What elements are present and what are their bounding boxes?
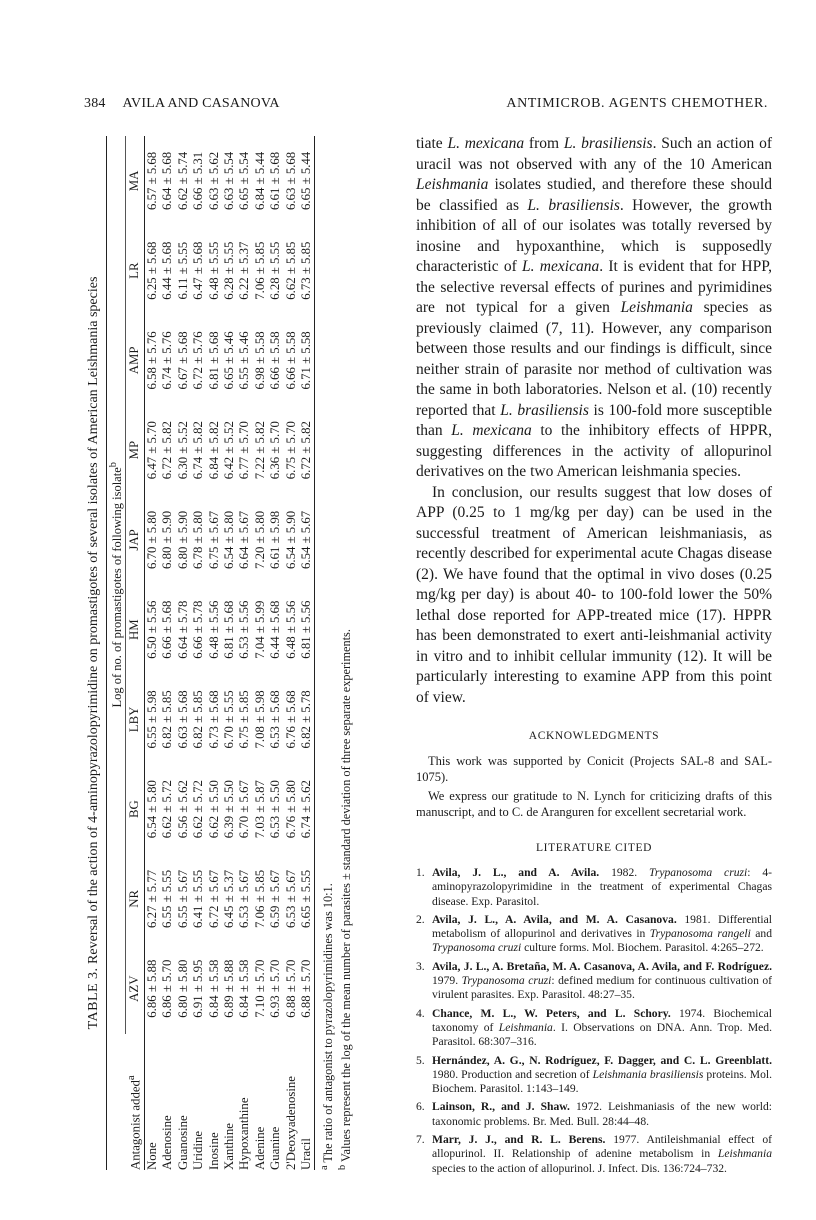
table-cell: 6.54 ± 5.67 (299, 495, 315, 585)
table-cell: 6.88 ± 5.70 (299, 944, 315, 1034)
reference-text: Hernández, A. G., N. Rodríguez, F. Dagger, and C. L. Greenblatt. 1980. Production and secretion of Leishmania brasiliensis proteins. Mol. Biochem. Parasitol. 1:143–149. (432, 1053, 772, 1096)
table-row (237, 136, 252, 1170)
table-cell: 6.80 ± 5.80 (175, 959, 190, 1018)
table-cell: 6.54 ± 5.80 (144, 780, 159, 839)
table-cell: 6.45 ± 5.37 (221, 869, 236, 929)
table-row (222, 136, 237, 1170)
table-cell: 6.44 ± 5.68 (268, 600, 283, 659)
table-cell: 6.66 ± 5.31 (191, 151, 206, 210)
table-row (176, 136, 191, 1170)
acknowledgments-p2: We express our gratitude to N. Lynch for criticizing drafts of this manuscript, and to C. de Aranguren for excellent secretarial work. (416, 789, 772, 819)
table-cell: 6.58 ± 5.76 (144, 331, 159, 390)
table-cell: 6.74 ± 5.82 (191, 421, 206, 480)
table-cell: 6.74 ± 5.62 (299, 764, 315, 854)
table-cell: 6.54 ± 5.80 (221, 510, 236, 570)
references-list (416, 866, 772, 1176)
table-cell: 6.86 ± 5.88 (144, 959, 159, 1018)
table-cell: 6.62 ± 5.72 (160, 780, 175, 839)
table-row (160, 136, 175, 1170)
footnote-a: $^a$ The ratio of antagonist to pyrazolopyrimidines was 10:1. (319, 883, 336, 1170)
table-cell: 6.91 ± 5.95 (191, 959, 206, 1018)
reference-number: 3. (416, 959, 425, 973)
row-antagonist-name: Adenine (252, 1126, 267, 1170)
column-header-hm: HM (126, 585, 145, 675)
table-cell: 6.47 ± 5.70 (144, 421, 159, 480)
row-antagonist-name: Adenosine (160, 1115, 175, 1170)
column-header-row (126, 136, 145, 1170)
table-cell: 6.22 ± 5.37 (237, 241, 252, 300)
footnote-a-ref: a (125, 1075, 137, 1081)
table-cell: 6.63 ± 5.62 (206, 151, 221, 210)
table-row (268, 136, 283, 1170)
body-text (416, 134, 772, 708)
column-group-header: Log of no. of promastigotes of following isolate$^b$ (107, 136, 126, 1034)
row-antagonist-name: 2'Deoxyadenosine (283, 1076, 298, 1170)
table-cell: 7.03 ± 5.87 (252, 780, 267, 839)
running-header-journal: ANTIMICROB. AGENTS CHEMOTHER. (506, 96, 768, 111)
table-cell: 6.89 ± 5.88 (221, 959, 236, 1018)
column-header-azv: AZV (126, 944, 145, 1034)
table-cell: 6.62 ± 5.74 (175, 151, 190, 210)
table-cell: 6.65 ± 5.54 (237, 151, 252, 210)
table-cell: 6.66 ± 5.68 (160, 600, 175, 659)
table-cell: 6.81 ± 5.68 (221, 600, 236, 659)
table-cell: 6.27 ± 5.77 (144, 869, 159, 929)
table-3-rotated (84, 136, 384, 1170)
table-cell: 6.73 ± 5.68 (206, 690, 221, 749)
table-footnotes (318, 136, 353, 1170)
table-cell: 6.44 ± 5.68 (160, 241, 175, 300)
table-cell: 6.84 ± 5.58 (237, 959, 252, 1018)
table-cell: 6.74 ± 5.76 (160, 331, 175, 390)
reference-item (416, 1100, 772, 1129)
table-cell: 6.66 ± 5.58 (283, 331, 298, 390)
table-cell: 6.55 ± 5.55 (160, 869, 175, 929)
table-caption (86, 136, 102, 1170)
table-cell: 6.48 ± 5.56 (283, 600, 298, 659)
table-cell: 6.55 ± 5.67 (175, 869, 190, 929)
table-row (284, 136, 299, 1170)
stub-header: Antagonist added$^a$ (126, 1034, 145, 1170)
acknowledgments-text (416, 754, 772, 820)
table-cell: 6.63 ± 5.68 (175, 690, 190, 749)
column-header-mp: MP (126, 405, 145, 495)
table-row (253, 136, 268, 1170)
acknowledgments-p1: This work was supported by Conicit (Projects SAL-8 and SAL-1075). (416, 754, 772, 784)
table-title: Reversal of the action of 4-aminopyrazolopyrimidine on promastigotes of several isolates of American Leishmania species (86, 276, 101, 964)
table-cell: 6.28 ± 5.55 (221, 241, 236, 300)
table-cell: 6.86 ± 5.70 (160, 959, 175, 1018)
reference-item (416, 960, 772, 1003)
reference-text: Chance, M. L., W. Peters, and L. Schory. 1974. Biochemical taxonomy of Leishmania. I. Observations on DNA. Ann. Trop. Med. Parasitol. 68:307–316. (432, 1006, 772, 1049)
table-cell: 6.64 ± 5.78 (175, 600, 190, 659)
table-cell: 6.70 ± 5.80 (144, 510, 159, 570)
table-cell: 6.48 ± 5.56 (206, 600, 221, 659)
acknowledgments-heading: ACKNOWLEDGMENTS (528, 730, 660, 742)
table-cell: 7.08 ± 5.98 (252, 690, 267, 749)
table-cell: 6.75 ± 5.67 (206, 510, 221, 570)
table-cell: 6.65 ± 5.44 (299, 136, 315, 226)
table-cell: 6.88 ± 5.70 (283, 959, 298, 1018)
table-cell: 6.77 ± 5.70 (237, 421, 252, 480)
table-cell: 6.53 ± 5.67 (283, 869, 298, 929)
table-cell: 6.53 ± 5.67 (237, 869, 252, 929)
table-cell: 7.22 ± 5.82 (252, 421, 267, 480)
table-cell: 6.62 ± 5.85 (283, 241, 298, 300)
table-cell: 7.10 ± 5.70 (252, 959, 267, 1018)
column-header-lr: LR (126, 226, 145, 316)
table-cell: 6.28 ± 5.55 (268, 241, 283, 300)
table-cell: 6.82 ± 5.85 (191, 690, 206, 749)
footnote-b-ref: b (108, 462, 119, 468)
table-cell: 6.84 ± 5.82 (206, 421, 221, 480)
table-cell: 6.76 ± 5.68 (283, 690, 298, 749)
reference-number: 6. (416, 1100, 425, 1114)
reference-number: 5. (416, 1053, 425, 1067)
table-cell: 6.55 ± 5.98 (144, 690, 159, 749)
running-header-left (84, 96, 280, 112)
table-row (299, 136, 315, 1170)
table-cell: 6.11 ± 5.55 (175, 241, 190, 300)
table-cell: 6.98 ± 5.58 (252, 331, 267, 390)
reference-text: Avila, J. L., and A. Avila. 1982. Trypanosoma cruzi: 4-aminopyrazolopyrimidine in the treatment of experimental Chagas disease. Exp. Parasitol. (432, 866, 773, 908)
row-antagonist-name: None (144, 1142, 159, 1170)
footnote-b: $^b$ Values represent the log of the mean number of parasites ± standard deviation of three separate experiments. (337, 629, 354, 1170)
table-row (207, 136, 222, 1170)
column-header-bg: BG (126, 764, 145, 854)
table-cell: 6.53 ± 5.68 (268, 690, 283, 749)
table-cell: 6.57 ± 5.68 (144, 151, 159, 210)
table-cell: 6.53 ± 5.50 (268, 780, 283, 839)
table-label: TABLE 3. (86, 967, 101, 1030)
table-3-container (84, 136, 384, 1170)
table-cell: 6.73 ± 5.85 (299, 226, 315, 316)
table-cell: 6.59 ± 5.67 (268, 869, 283, 929)
table-cell: 6.67 ± 5.68 (175, 331, 190, 390)
table-cell: 6.70 ± 5.67 (237, 780, 252, 839)
table-cell: 6.41 ± 5.55 (191, 869, 206, 929)
table-cell: 6.66 ± 5.78 (191, 600, 206, 659)
table-cell: 7.06 ± 5.85 (252, 241, 267, 300)
table-cell: 6.82 ± 5.85 (160, 690, 175, 749)
table-cell: 6.61 ± 5.98 (268, 510, 283, 570)
table-cell: 6.61 ± 5.68 (268, 151, 283, 210)
table-cell: 6.84 ± 5.44 (252, 151, 267, 210)
row-antagonist-name: Hypoxanthine (237, 1097, 252, 1170)
row-antagonist-name: Inosine (206, 1132, 221, 1170)
table-cell: 6.75 ± 5.70 (283, 421, 298, 480)
table-cell: 7.20 ± 5.80 (252, 510, 267, 570)
table-cell: 6.36 ± 5.70 (268, 421, 283, 480)
reference-text: Avila, J. L., A. Bretaña, M. A. Casanova, A. Avila, and F. Rodríguez. 1979. Trypanosoma cruzi: defined medium for continuous cultivation of virulent parasites. Exp. Parasitol. 48:27–35. (432, 959, 773, 1002)
row-antagonist-name: Xanthine (221, 1123, 236, 1170)
table-cell: 6.64 ± 5.67 (237, 510, 252, 570)
table-cell: 7.06 ± 5.85 (252, 869, 267, 929)
paragraph-2: In conclusion, our results suggest that low doses of APP (0.25 to 1 mg/kg per day) can be used in the successful treatment of American leishmaniasis, as recently described for experimental acute Chagas disease (2). We have found that the optimal in vivo doses (0.25 mg/kg per day) is about 40- to 100-fold lower the 50% lethal dose reported for APP-treated mice (17). HPPR has been demonstrated to exert anti-leishmanial activity in vitro and to inhibit cellular immunity (12). It will be particularly interesting to examine APP from this point of view. (416, 483, 772, 706)
row-antagonist-name: Guanosine (175, 1115, 190, 1170)
table-cell: 6.39 ± 5.50 (221, 780, 236, 839)
reference-item (416, 1133, 772, 1176)
reference-number: 2. (416, 912, 425, 926)
table-cell: 6.48 ± 5.55 (206, 241, 221, 300)
table-cell: 6.72 ± 5.82 (160, 421, 175, 480)
reference-text: Marr, J. J., and R. L. Berens. 1977. Antileishmanial effect of allopurinol. II. Relationship of adenine metabolism in Leishmania species to the action of allopurinol. J. Infect. Dis. 136:724–732. (432, 1133, 772, 1175)
table-cell: 6.84 ± 5.58 (206, 959, 221, 1018)
reference-item (416, 1007, 772, 1050)
table-cell: 6.78 ± 5.80 (191, 510, 206, 570)
table-cell: 6.80 ± 5.90 (160, 510, 175, 570)
table-cell: 6.54 ± 5.90 (283, 510, 298, 570)
table-cell: 6.93 ± 5.70 (268, 959, 283, 1018)
table-cell: 6.75 ± 5.85 (237, 690, 252, 749)
column-header-lby: LBY (126, 675, 145, 765)
table-cell: 6.72 ± 5.67 (206, 869, 221, 929)
table-cell: 6.30 ± 5.52 (175, 421, 190, 480)
table-cell: 6.62 ± 5.50 (206, 780, 221, 839)
reference-item (416, 866, 772, 909)
reference-item (416, 913, 772, 956)
data-table (106, 136, 315, 1170)
table-cell: 6.66 ± 5.58 (268, 331, 283, 390)
table-cell: 6.53 ± 5.56 (237, 600, 252, 659)
table-cell: 6.72 ± 5.76 (191, 331, 206, 390)
table-cell: 6.80 ± 5.90 (175, 510, 190, 570)
table-row (191, 136, 206, 1170)
table-cell: 6.72 ± 5.82 (299, 405, 315, 495)
page-number: 384 (84, 96, 106, 111)
table-cell: 6.63 ± 5.54 (221, 151, 236, 210)
running-header-authors: AVILA AND CASANOVA (122, 96, 280, 111)
table-cell: 6.25 ± 5.68 (144, 241, 159, 300)
reference-text: Lainson, R., and J. Shaw. 1972. Leishmaniasis of the new world: taxonomic problems. Br. Med. Bull. 28:44–48. (432, 1100, 772, 1128)
reference-number: 1. (416, 866, 425, 879)
table-row (144, 136, 160, 1170)
column-header-jap: JAP (126, 495, 145, 585)
reference-number: 4. (416, 1006, 425, 1020)
table-cell: 6.42 ± 5.52 (221, 421, 236, 480)
reference-item (416, 1054, 772, 1097)
table-cell: 6.50 ± 5.56 (144, 600, 159, 659)
table-cell: 6.65 ± 5.46 (221, 331, 236, 390)
table-cell: 6.82 ± 5.78 (299, 675, 315, 765)
column-header-nr: NR (126, 854, 145, 944)
paragraph-1: tiate L. mexicana from L. brasiliensis. Such an action of uracil was not observed with any of the 10 American Leishmania isolates studied, and therefore these should be classified as L. brasiliensis. However, the growth inhibition of all of our isolates was totally reversed by inosine and hypoxanthine, which is supposedly characteristic of L. mexicana. It is evident that for HPP, the selective reversal effects of purines and pyrimidines are not typical for a given Leishmania species as previously claimed (7, 11). However, any comparison between those results and our findings is difficult, since neither strain of parasite nor method of cultivation was the same in both laboratories. Nelson et al. (10) recently reported that L. brasiliensis is 100-fold more susceptible than L. mexicana to the inhibitory effects of HPPR, suggesting differences in the activity of allopurinol derivatives on the two American leishmania species. (416, 135, 773, 480)
table-cell: 6.76 ± 5.80 (283, 780, 298, 839)
references-heading: LITERATURE CITED (536, 842, 652, 854)
table-cell: 6.47 ± 5.68 (191, 241, 206, 300)
table-body (144, 136, 314, 1170)
right-column (416, 134, 772, 1180)
row-antagonist-name: Uracil (299, 1034, 315, 1170)
table-cell: 6.71 ± 5.58 (299, 316, 315, 406)
row-antagonist-name: Guanine (268, 1126, 283, 1170)
column-header-amp: AMP (126, 316, 145, 406)
table-cell: 6.64 ± 5.68 (160, 151, 175, 210)
reference-text: Avila, J. L., A. Avila, and M. A. Casanova. 1981. Differential metabolism of allopurinol and derivatives in Trypanosoma rangeli and Trypanosoma cruzi culture forms. Mol. Biochem. Parasitol. 4:265–272. (432, 912, 772, 955)
table-cell: 6.70 ± 5.55 (221, 690, 236, 749)
table-cell: 6.62 ± 5.72 (191, 780, 206, 839)
table-cell: 7.04 ± 5.99 (252, 600, 267, 659)
reference-number: 7. (416, 1133, 425, 1147)
table-cell: 6.55 ± 5.46 (237, 331, 252, 390)
column-header-ma: MA (126, 136, 145, 226)
table-cell: 6.81 ± 5.68 (206, 331, 221, 390)
table-cell: 6.81 ± 5.56 (299, 585, 315, 675)
table-cell: 6.63 ± 5.68 (283, 151, 298, 210)
table-cell: 6.56 ± 5.62 (175, 780, 190, 839)
row-antagonist-name: Uridine (191, 1130, 206, 1170)
table-cell: 6.65 ± 5.55 (299, 854, 315, 944)
